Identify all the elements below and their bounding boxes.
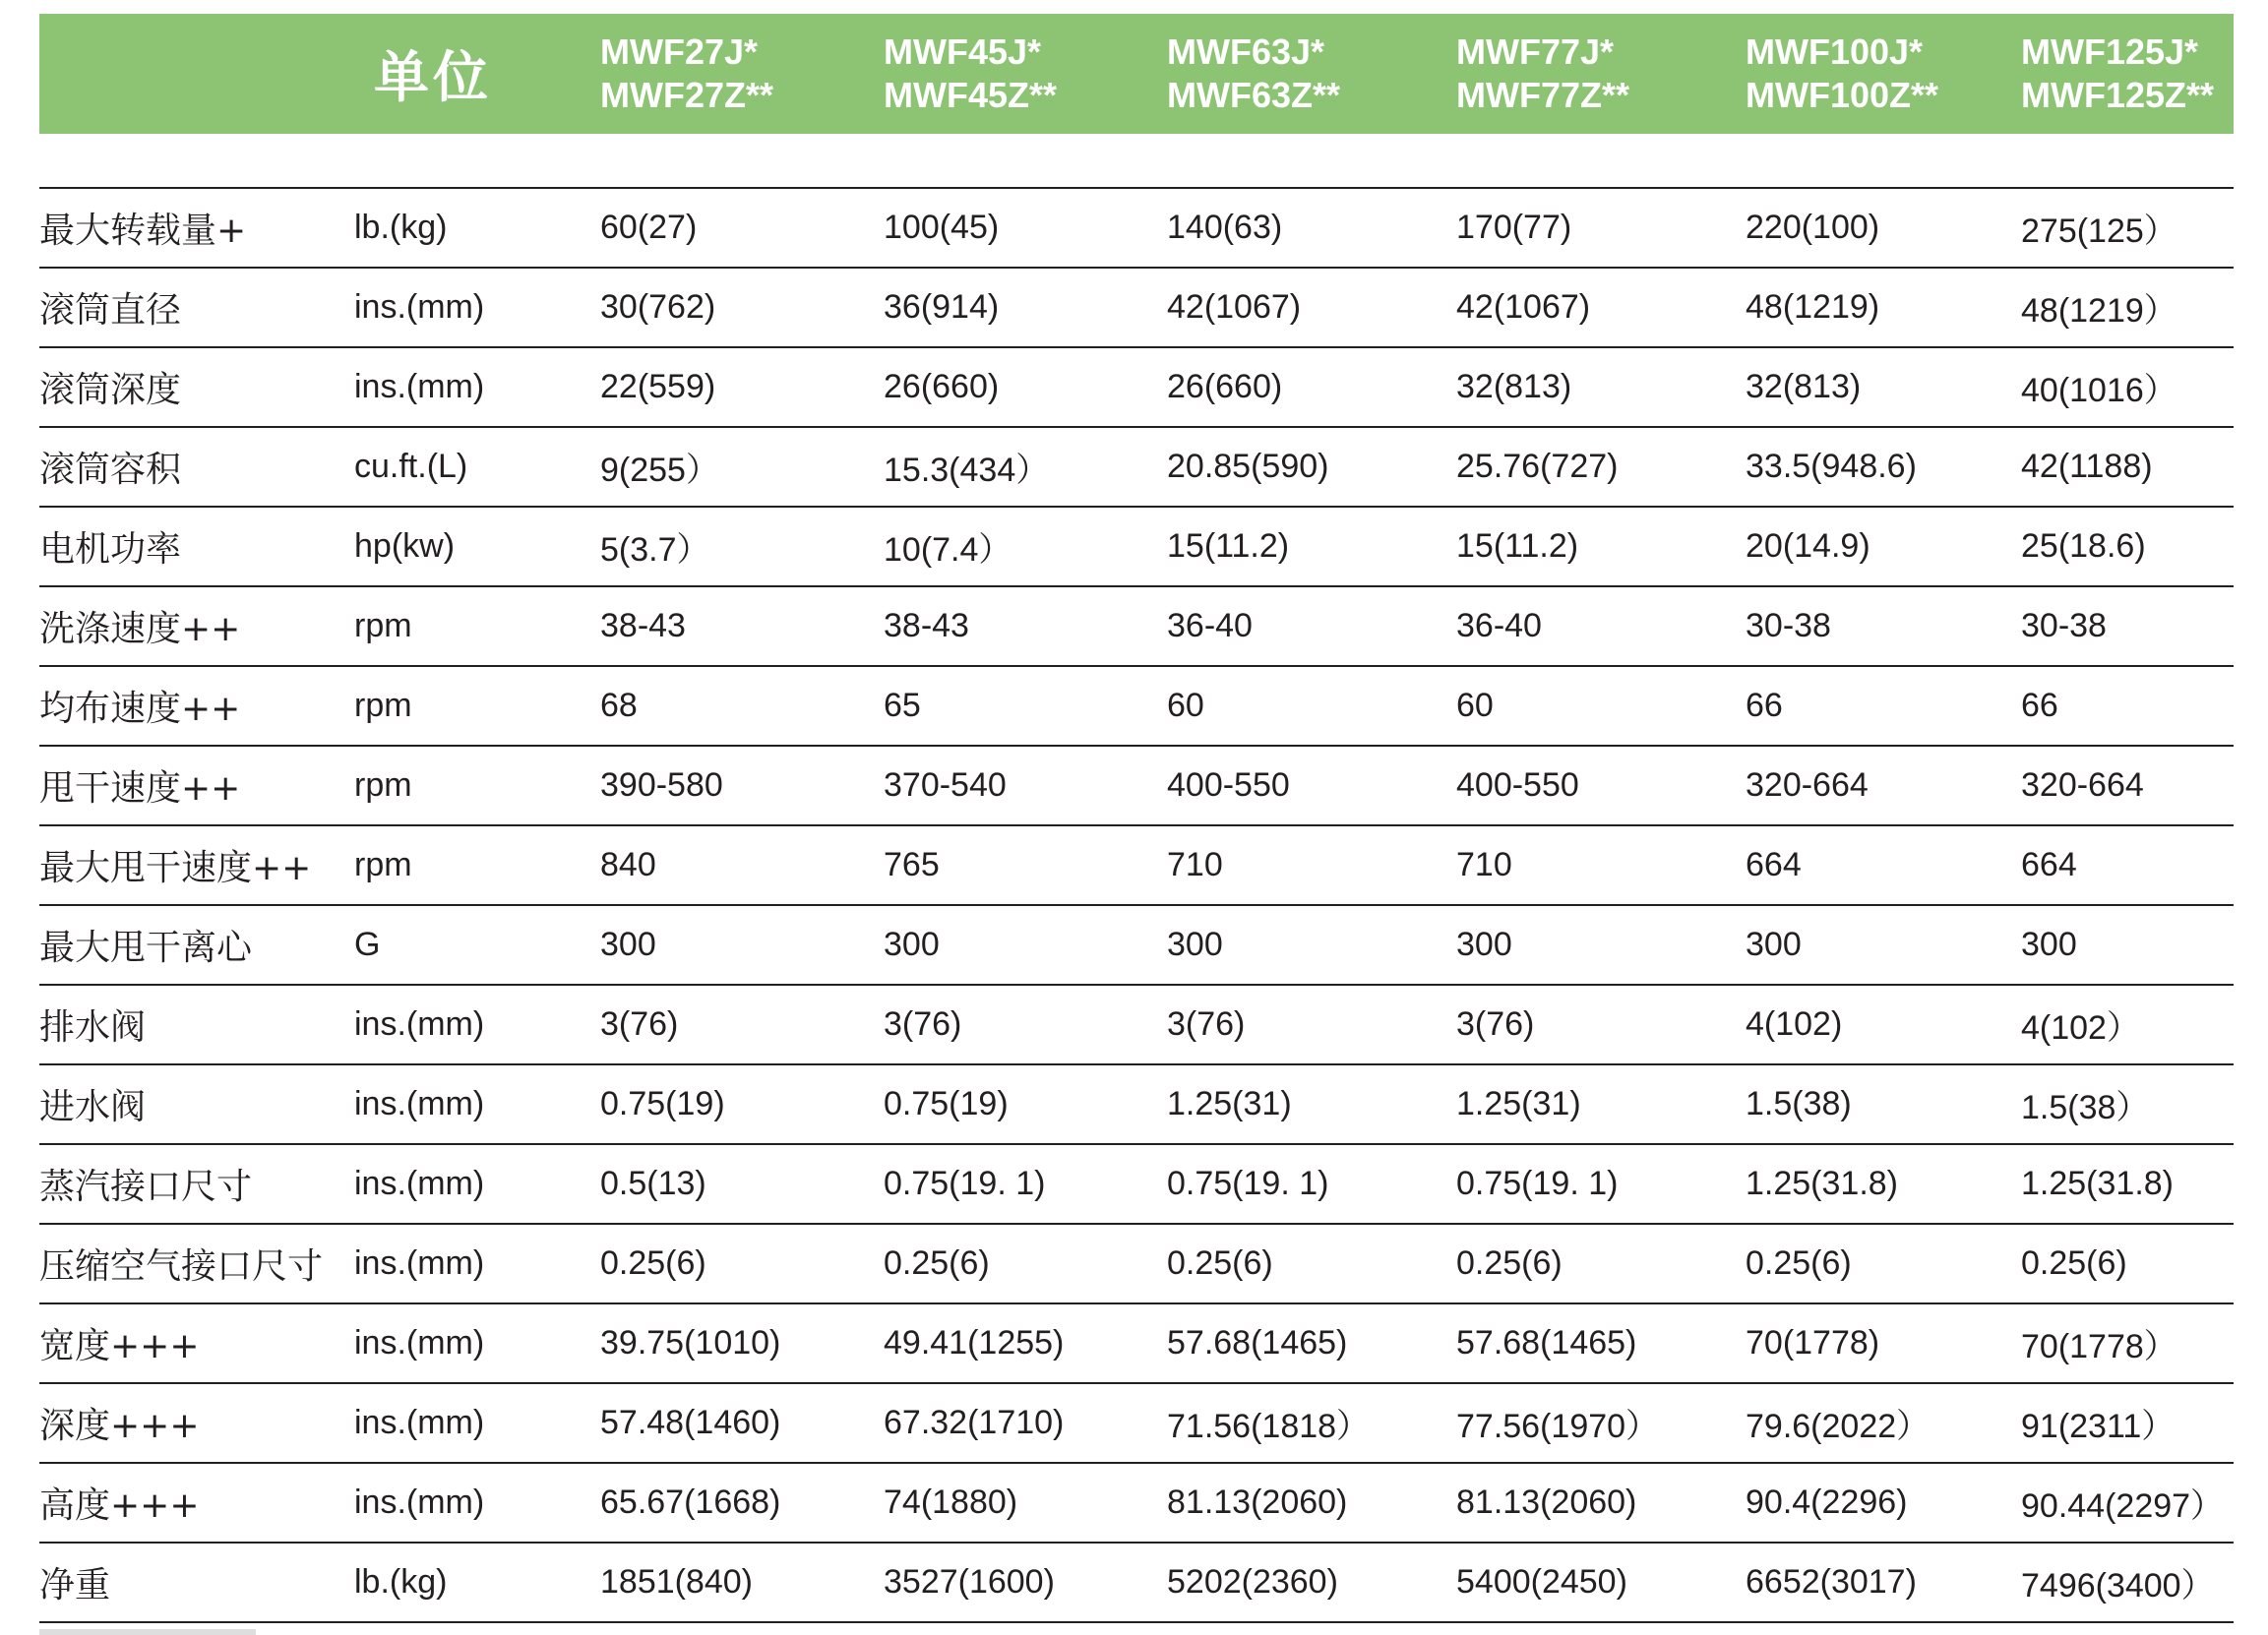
value-cell: 0.75(19)	[884, 1085, 1009, 1122]
row-unit: ins.(mm)	[354, 1085, 485, 1122]
model-code-j: MWF100J*	[1746, 31, 1924, 72]
row-unit: ins.(mm)	[354, 288, 485, 326]
value-cell: 33.5(948.6)	[1746, 448, 1917, 485]
header-blank-cell	[39, 14, 354, 134]
value-cell: 71.56(1818）	[1167, 1408, 1371, 1445]
value-cell: 0.25(6)	[1456, 1244, 1563, 1282]
value-cell: 220(100)	[1746, 209, 1880, 246]
value-cell: 90.44(2297）	[2021, 1487, 2225, 1525]
row-label: 深度+++	[39, 1406, 200, 1446]
row-unit: ins.(mm)	[354, 1484, 485, 1521]
value-cell: 40(1016）	[2021, 372, 2177, 409]
row-label: 洗涤速度++	[39, 609, 241, 649]
value-cell: 42(1067)	[1456, 288, 1591, 326]
value-cell: 1.25(31)	[1456, 1085, 1581, 1122]
value-cell: 664	[1746, 846, 1802, 883]
value-cell: 70(1778)	[1746, 1324, 1880, 1362]
table-row	[39, 428, 2234, 508]
value-cell: 0.5(13)	[600, 1165, 706, 1202]
row-unit: rpm	[354, 607, 412, 644]
value-cell: 400-550	[1456, 766, 1579, 804]
model-code-j: MWF77J*	[1456, 31, 1615, 72]
value-cell: 710	[1456, 846, 1512, 883]
value-cell: 68	[600, 687, 638, 724]
model-code-j: MWF63J*	[1167, 31, 1325, 72]
model-header-5	[1746, 30, 2021, 117]
value-cell: 74(1880)	[884, 1484, 1018, 1521]
row-unit: ins.(mm)	[354, 1404, 485, 1441]
table-row	[39, 747, 2234, 826]
value-cell: 65	[884, 687, 921, 724]
table-row	[39, 587, 2234, 667]
row-label: 滚筒直径	[39, 290, 182, 331]
value-cell: 7496(3400）	[2021, 1567, 2215, 1605]
row-label: 进水阀	[39, 1087, 147, 1127]
row-label: 蒸汽接口尺寸	[39, 1167, 253, 1207]
row-unit: rpm	[354, 687, 412, 724]
value-cell: 320-664	[1746, 766, 1869, 804]
row-unit: lb.(kg)	[354, 209, 448, 246]
value-cell: 710	[1167, 846, 1223, 883]
table-row	[39, 508, 2234, 587]
value-cell: 66	[2021, 687, 2058, 724]
value-cell: 0.75(19)	[600, 1085, 725, 1122]
value-cell: 5202(2360)	[1167, 1563, 1338, 1601]
spec-table	[39, 14, 2234, 1623]
value-cell: 42(1067)	[1167, 288, 1302, 326]
value-cell: 300	[600, 926, 656, 963]
value-cell: 42(1188)	[2021, 448, 2153, 485]
model-code-z: MWF100Z**	[1746, 75, 1939, 115]
table-row	[39, 348, 2234, 428]
value-cell: 57.68(1465)	[1167, 1324, 1348, 1362]
model-code-z: MWF125Z**	[2021, 75, 2215, 115]
table-row	[39, 269, 2234, 348]
value-cell: 1.5(38）	[2021, 1089, 2150, 1126]
value-cell: 48(1219）	[2021, 292, 2177, 330]
value-cell: 9(255）	[600, 452, 719, 489]
value-cell: 20(14.9)	[1746, 527, 1870, 565]
table-row	[39, 1225, 2234, 1304]
value-cell: 15(11.2)	[1456, 527, 1579, 565]
value-cell: 0.75(19. 1)	[884, 1165, 1046, 1202]
value-cell: 664	[2021, 846, 2077, 883]
value-cell: 0.25(6)	[1167, 1244, 1273, 1282]
model-code-z: MWF77Z**	[1456, 75, 1630, 115]
value-cell: 30(762)	[600, 288, 716, 326]
unit-column-title: 单位	[374, 46, 492, 110]
value-cell: 81.13(2060)	[1167, 1484, 1348, 1521]
model-header-6	[2021, 30, 2234, 117]
value-cell: 70(1778）	[2021, 1328, 2177, 1365]
value-cell: 26(660)	[884, 368, 1000, 405]
value-cell: 0.75(19. 1)	[1456, 1165, 1619, 1202]
value-cell: 170(77)	[1456, 209, 1572, 246]
value-cell: 32(813)	[1456, 368, 1572, 405]
row-unit: hp(kw)	[354, 527, 456, 565]
model-code-j: MWF125J*	[2021, 31, 2199, 72]
value-cell: 3(76)	[600, 1005, 679, 1043]
row-unit: ins.(mm)	[354, 1244, 485, 1282]
table-row	[39, 1384, 2234, 1464]
row-unit: ins.(mm)	[354, 1165, 485, 1202]
row-label: 最大转载量+	[39, 211, 247, 251]
value-cell: 1851(840)	[600, 1563, 754, 1601]
value-cell: 39.75(1010)	[600, 1324, 781, 1362]
row-label: 滚筒容积	[39, 450, 182, 490]
value-cell: 5(3.7）	[600, 531, 710, 569]
row-label: 电机功率	[39, 529, 182, 570]
row-label: 排水阀	[39, 1007, 147, 1048]
value-cell: 36(914)	[884, 288, 1000, 326]
value-cell: 79.6(2022）	[1746, 1408, 1931, 1445]
row-unit: rpm	[354, 766, 412, 804]
value-cell: 0.25(6)	[600, 1244, 706, 1282]
row-unit: G	[354, 926, 381, 963]
value-cell: 90.4(2296)	[1746, 1484, 1908, 1521]
value-cell: 140(63)	[1167, 209, 1283, 246]
value-cell: 22(559)	[600, 368, 716, 405]
model-code-z: MWF45Z**	[884, 75, 1058, 115]
value-cell: 400-550	[1167, 766, 1290, 804]
value-cell: 15(11.2)	[1167, 527, 1290, 565]
row-label: 甩干速度++	[39, 768, 241, 809]
model-header-3	[1167, 30, 1456, 117]
row-label: 净重	[39, 1565, 111, 1605]
value-cell: 81.13(2060)	[1456, 1484, 1637, 1521]
value-cell: 320-664	[2021, 766, 2144, 804]
value-cell: 0.25(6)	[2021, 1244, 2127, 1282]
value-cell: 765	[884, 846, 940, 883]
value-cell: 3(76)	[1167, 1005, 1246, 1043]
value-cell: 38-43	[600, 607, 686, 644]
value-cell: 66	[1746, 687, 1783, 724]
value-cell: 15.3(434）	[884, 452, 1050, 489]
row-label: 高度+++	[39, 1485, 200, 1526]
value-cell: 49.41(1255)	[884, 1324, 1065, 1362]
row-unit: ins.(mm)	[354, 368, 485, 405]
value-cell: 300	[1456, 926, 1512, 963]
table-row	[39, 667, 2234, 747]
table-row	[39, 1065, 2234, 1145]
model-code-j: MWF27J*	[600, 31, 759, 72]
table-row	[39, 189, 2234, 269]
model-header-2	[884, 30, 1167, 117]
value-cell: 67.32(1710)	[884, 1404, 1065, 1441]
value-cell: 36-40	[1456, 607, 1542, 644]
row-unit: lb.(kg)	[354, 1563, 448, 1601]
model-code-j: MWF45J*	[884, 31, 1042, 72]
value-cell: 48(1219)	[1746, 288, 1880, 326]
table-row	[39, 826, 2234, 906]
value-cell: 57.48(1460)	[600, 1404, 781, 1441]
row-unit: ins.(mm)	[354, 1324, 485, 1362]
footer-mark	[39, 1629, 256, 1635]
value-cell: 30-38	[2021, 607, 2107, 644]
value-cell: 1.5(38)	[1746, 1085, 1852, 1122]
value-cell: 60(27)	[600, 209, 698, 246]
value-cell: 0.25(6)	[884, 1244, 990, 1282]
row-unit: ins.(mm)	[354, 1005, 485, 1043]
value-cell: 25.76(727)	[1456, 448, 1619, 485]
row-label: 滚筒深度	[39, 370, 182, 410]
value-cell: 300	[884, 926, 940, 963]
value-cell: 6652(3017)	[1746, 1563, 1917, 1601]
value-cell: 0.75(19. 1)	[1167, 1165, 1329, 1202]
table-row	[39, 1304, 2234, 1384]
value-cell: 1.25(31)	[1167, 1085, 1292, 1122]
value-cell: 3527(1600)	[884, 1563, 1055, 1601]
row-label: 宽度+++	[39, 1326, 200, 1366]
table-row	[39, 1544, 2234, 1623]
table-row	[39, 1464, 2234, 1544]
value-cell: 3(76)	[884, 1005, 962, 1043]
value-cell: 390-580	[600, 766, 723, 804]
value-cell: 275(125）	[2021, 212, 2177, 250]
value-cell: 5400(2450)	[1456, 1563, 1627, 1601]
model-code-z: MWF27Z**	[600, 75, 774, 115]
value-cell: 370-540	[884, 766, 1007, 804]
value-cell: 300	[2021, 926, 2077, 963]
value-cell: 57.68(1465)	[1456, 1324, 1637, 1362]
value-cell: 91(2311）	[2021, 1408, 2176, 1445]
value-cell: 60	[1167, 687, 1204, 724]
model-header-1	[600, 30, 884, 117]
value-cell: 0.25(6)	[1746, 1244, 1852, 1282]
model-code-z: MWF63Z**	[1167, 75, 1341, 115]
value-cell: 26(660)	[1167, 368, 1283, 405]
value-cell: 60	[1456, 687, 1494, 724]
row-label: 压缩空气接口尺寸	[39, 1246, 324, 1287]
header-unit-cell	[354, 34, 600, 113]
value-cell: 36-40	[1167, 607, 1253, 644]
value-cell: 4(102)	[1746, 1005, 1843, 1043]
value-cell: 840	[600, 846, 656, 883]
table-row	[39, 906, 2234, 986]
model-header-4	[1456, 30, 1746, 117]
row-label: 均布速度++	[39, 689, 241, 729]
value-cell: 77.56(1970）	[1456, 1408, 1660, 1445]
value-cell: 300	[1746, 926, 1802, 963]
table-row	[39, 1145, 2234, 1225]
value-cell: 38-43	[884, 607, 969, 644]
value-cell: 25(18.6)	[2021, 527, 2146, 565]
value-cell: 1.25(31.8)	[1746, 1165, 1898, 1202]
value-cell: 3(76)	[1456, 1005, 1535, 1043]
value-cell: 20.85(590)	[1167, 448, 1329, 485]
value-cell: 32(813)	[1746, 368, 1862, 405]
value-cell: 1.25(31.8)	[2021, 1165, 2174, 1202]
value-cell: 300	[1167, 926, 1223, 963]
value-cell: 65.67(1668)	[600, 1484, 781, 1521]
row-unit: rpm	[354, 846, 412, 883]
table-header	[39, 14, 2234, 134]
table-row	[39, 986, 2234, 1065]
header-spacer	[39, 134, 2234, 189]
row-label: 最大甩干速度++	[39, 848, 312, 888]
value-cell: 100(45)	[884, 209, 1000, 246]
value-cell: 4(102）	[2021, 1009, 2140, 1047]
table-body	[39, 189, 2234, 1623]
value-cell: 10(7.4）	[884, 531, 1012, 569]
row-label: 最大甩干离心	[39, 928, 253, 968]
row-unit: cu.ft.(L)	[354, 448, 468, 485]
value-cell: 30-38	[1746, 607, 1831, 644]
